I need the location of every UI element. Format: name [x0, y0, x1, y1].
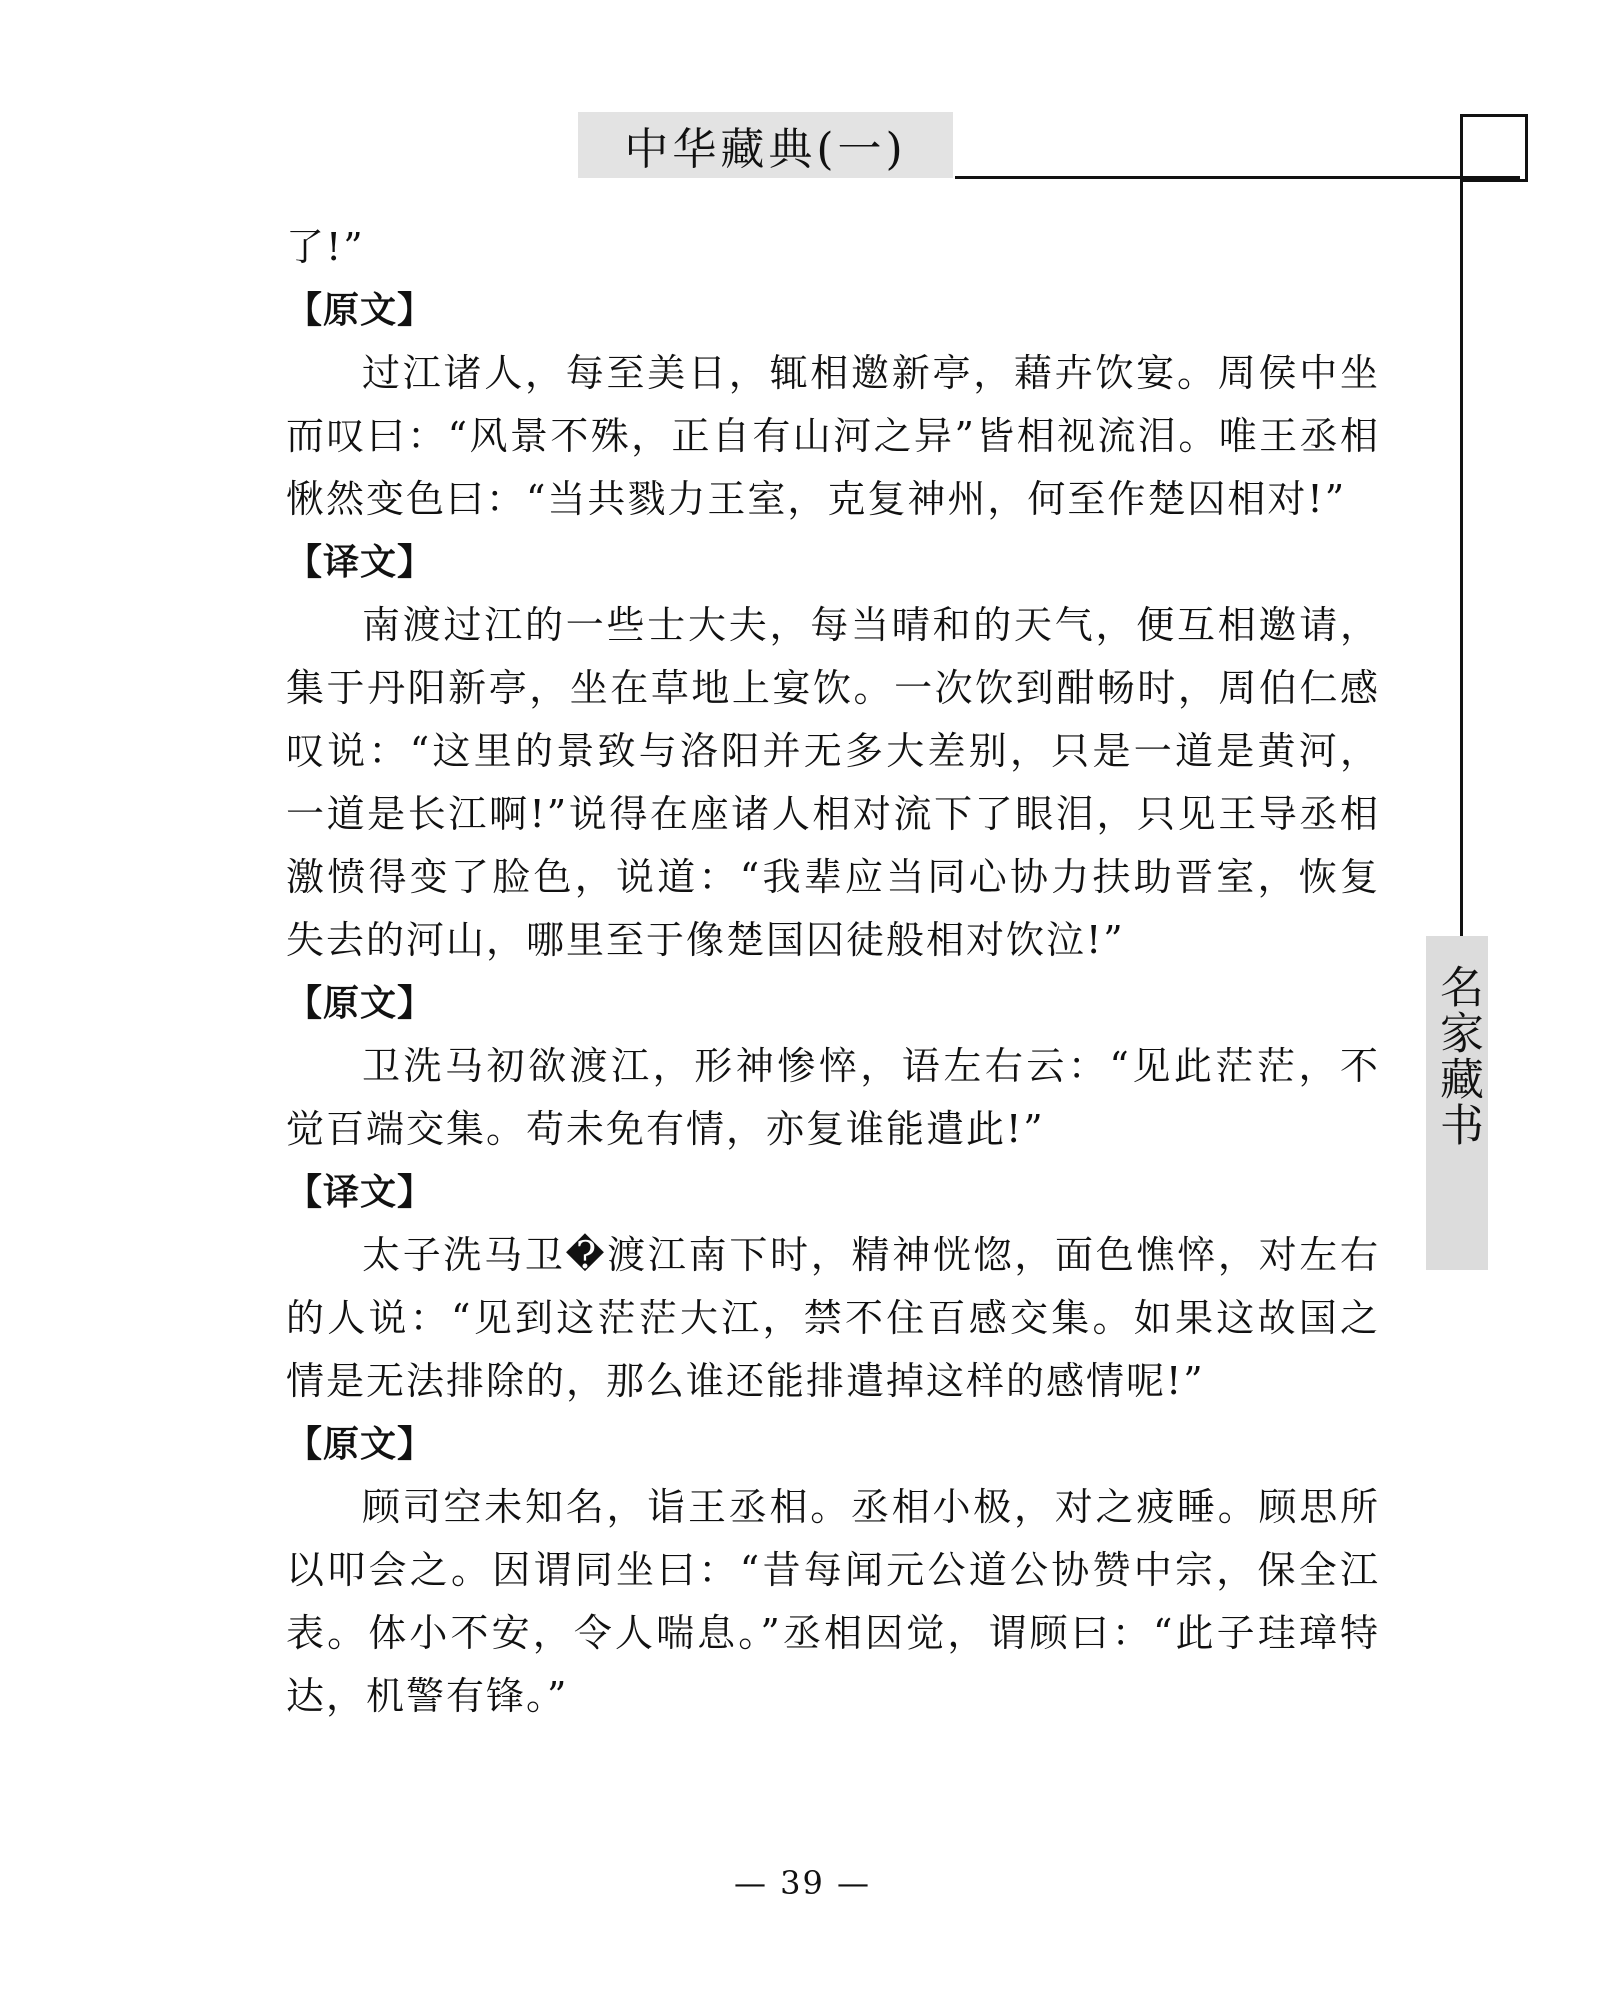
side-vertical-rule [1460, 114, 1463, 936]
section-heading-original: 【原文】 [286, 290, 435, 331]
book-title: 中华藏典(一) [624, 124, 907, 175]
book-title-banner [578, 112, 953, 178]
section-heading-original: 【原文】 [286, 983, 435, 1024]
side-tab-label: 名家藏书 [1432, 964, 1483, 1148]
header-rule [955, 176, 1520, 179]
page-body [286, 216, 1380, 1728]
paragraph-original: 顾司空未知名，诣王丞相。丞相小极，对之疲睡。顾思所以叩会之。因谓同坐曰：“昔每闻元公道公协赞中宗，保全江表。体小不安，令人喘息。”丞相因觉，谓顾曰：“此子珪璋特达，机警有锋。” [286, 1485, 1380, 1718]
paragraph-translation: 南渡过江的一些士大夫，每当晴和的天气，便互相邀请，集于丹阳新亭，坐在草地上宴饮。一次饮到酣畅时，周伯仁感叹说：“这里的景致与洛阳并无多大差别，只是一道是黄河，一道是长江啊!”说得在座诸人相对流下了眼泪，只见王导丞相激愤得变了脸色，说道：“我辈应当同心协力扶助晋室，恢复失去的河山，哪里至于像楚国囚徒般相对饮泣!” [286, 603, 1380, 962]
section-heading-translation: 【译文】 [286, 542, 435, 583]
section-heading-original: 【原文】 [286, 1424, 435, 1465]
corner-square-ornament [1460, 114, 1528, 182]
section-heading-translation: 【译文】 [286, 1172, 435, 1213]
paragraph-original: 过江诸人，每至美日，辄相邀新亭，藉卉饮宴。周侯中坐而叹曰：“风景不殊，正自有山河之异”皆相视流泪。唯王丞相愀然变色曰：“当共戮力王室，克复神州，何至作楚囚相对!” [286, 351, 1380, 521]
paragraph-original: 卫洗马初欲渡江，形神惨悴，语左右云：“见此茫茫，不觉百端交集。苟未免有情，亦复谁能遣此!” [286, 1044, 1380, 1151]
page-number: — 39 — [733, 1864, 872, 1902]
continued-text: 了!” [286, 225, 365, 269]
paragraph-translation: 太子洗马卫�渡江南下时，精神恍惚，面色憔悴，对左右的人说：“见到这茫茫大江，禁不住百感交集。如果这故国之情是无法排除的，那么谁还能排遣掉这样的感情呢!” [286, 1233, 1380, 1403]
side-section-tab [1426, 936, 1488, 1270]
